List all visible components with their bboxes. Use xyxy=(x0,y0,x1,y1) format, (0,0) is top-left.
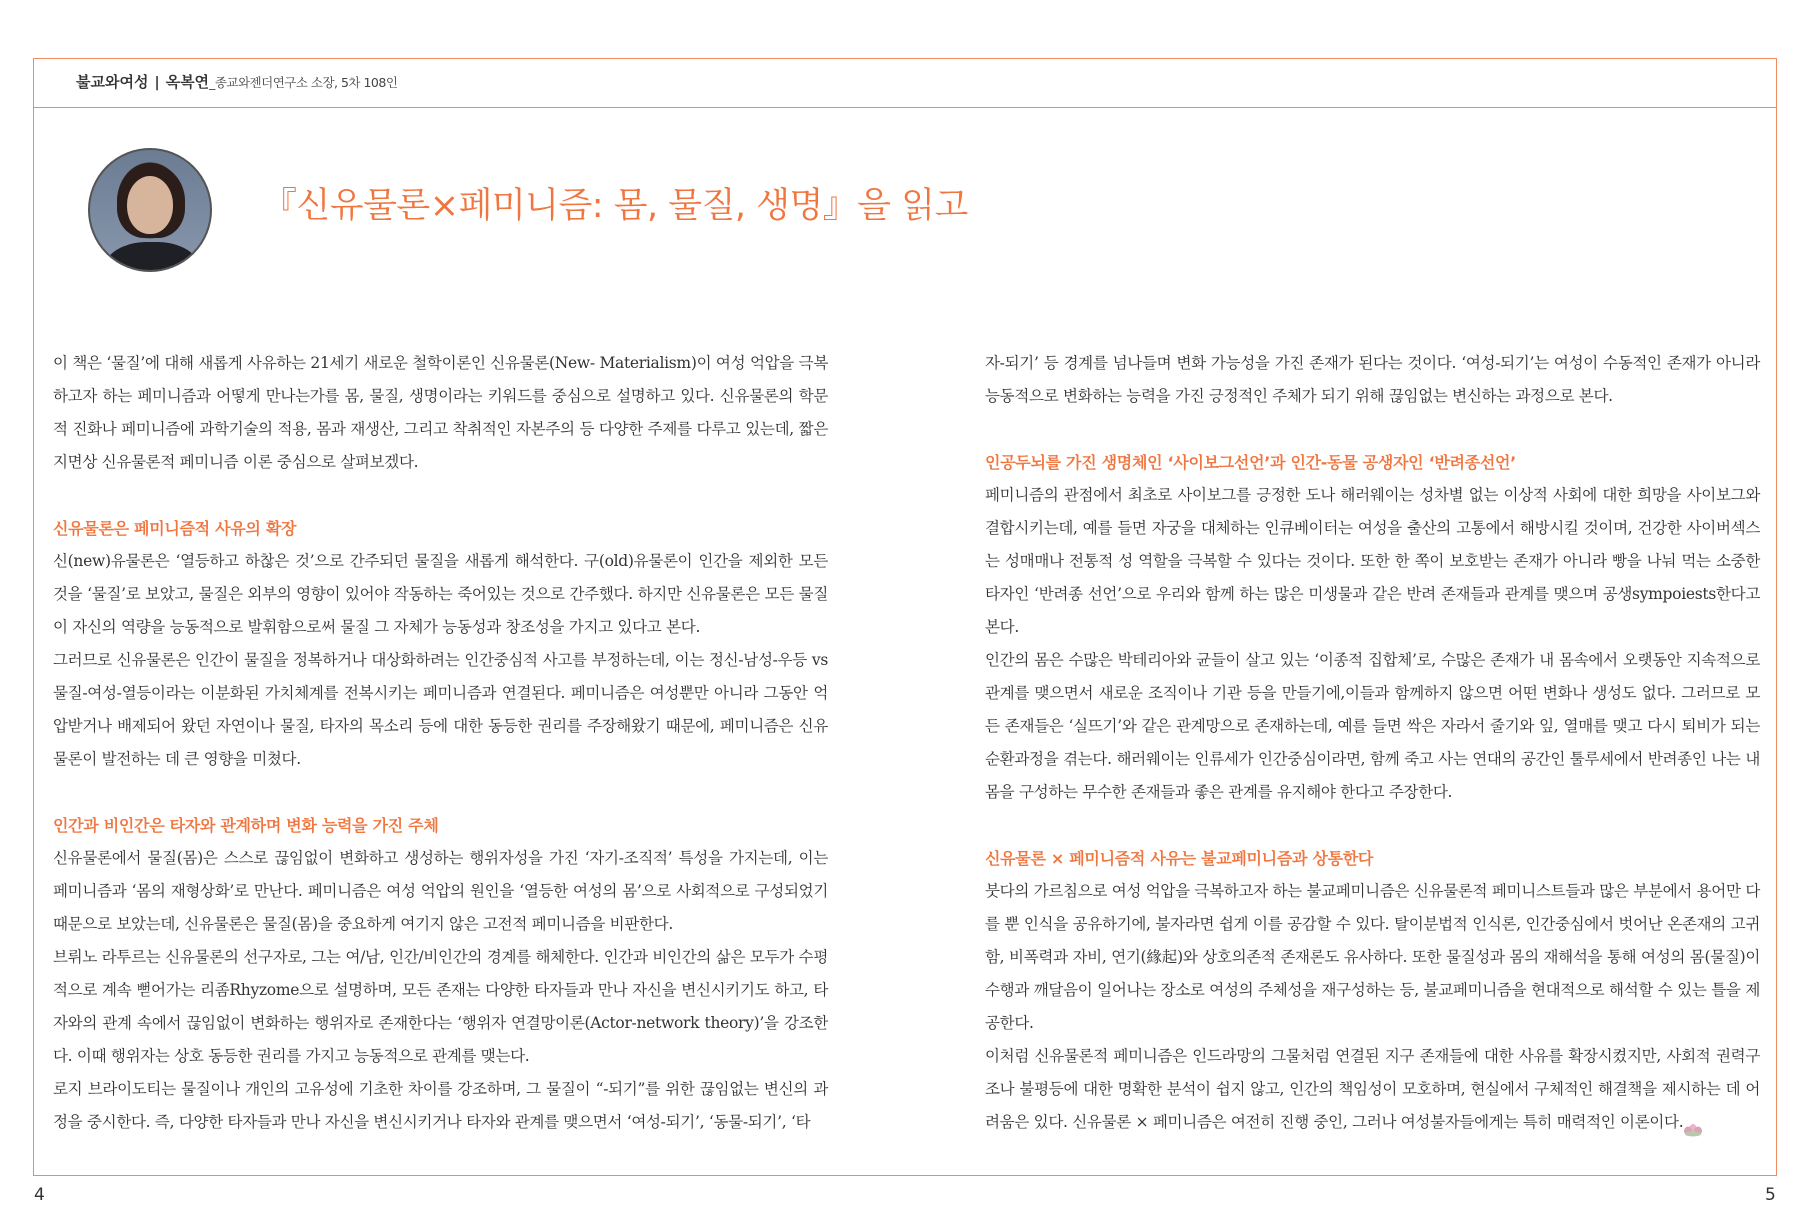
header-divider xyxy=(34,107,1776,108)
author-affiliation: _종교와젠더연구소 소장, 5차 108인 xyxy=(209,75,398,90)
body-paragraph: 그러므로 신유물론은 인간이 물질을 정복하거나 대상화하려는 인간중심적 사고를 부정하는데, 이는 정신-남성-우등 vs 물질-여성-열등이라는 이분화된 가치체계를 전복시키는 페미니즘과 연결된다. 페미니즘은 여성뿐만 아니라 그동안 억압받거나 배제되어 왔던 자연이나 물질, 타자의 목소리 등에 대한 동등한 권리를 주장해왔기 때문에, 페미니즘은 신유물론이 발전하는 데 큰 영향을 미쳤다. xyxy=(53,651,828,768)
left-column xyxy=(53,347,828,1139)
body-paragraph: 로지 브라이도티는 물질이나 개인의 고유성에 기초한 차이를 강조하며, 그 물질이 “-되기”를 위한 끊임없는 변신의 과정을 중시한다. 즉, 다양한 타자들과 만나 자신을 변신시키거나 타자와 관계를 맺으면서 ‘여성-되기’, ‘동물-되기’, ‘타 xyxy=(53,1080,828,1131)
lotus-icon xyxy=(1683,1116,1703,1130)
intro-paragraph: 이 책은 ‘물질’에 대해 새롭게 사유하는 21세기 새로운 철학이론인 신유물론(New- Materialism)이 여성 억압을 극복하고자 하는 페미니즘과 어떻게 만나는가를 몸, 물질, 생명이라는 키워드를 중심으로 설명하고 있다. 신유물론의 학문적 진화나 페미니즘에 과학기술의 적용, 몸과 재생산, 그리고 착취적인 자본주의 등 다양한 주제를 다루고 있는데, 짧은 지면상 신유물론적 페미니즘 이론 중심으로 살펴보겠다. xyxy=(53,354,828,471)
body-paragraph: 신유물론에서 물질(몸)은 스스로 끊임없이 변화하고 생성하는 행위자성을 가진 ‘자기-조직적’ 특성을 가지는데, 이는 페미니즘과 ‘몸의 재형상화’로 만난다. 페미니즘은 여성 억압의 원인을 ‘열등한 여성의 몸’으로 사회적으로 구성되었기 때문으로 보았는데, 신유물론은 물질(몸)을 중요하게 여기지 않은 고전적 페미니즘을 비판한다. xyxy=(53,849,828,933)
body-paragraph: 브뤼노 라투르는 신유물론의 선구자로, 그는 여/남, 인간/비인간의 경계를 해체한다. 인간과 비인간의 삶은 모두가 수평적으로 계속 뻗어가는 리좀Rhyzome으로 설명하며, 모든 존재는 다양한 타자들과 만나 자신을 변신시키기도 하고, 타자와의 관계 속에서 끊임없이 변화하는 행위자로 존재한다는 ‘행위자 연결망이론(Actor-network theory)’을 강조한다. 이때 행위자는 상호 동등한 권리를 가지고 능동적으로 관계를 맺는다. xyxy=(53,948,828,1065)
page-number-right: 5 xyxy=(1765,1185,1776,1205)
section-heading: 신유물론 × 페미니즘적 사유는 불교페미니즘과 상통한다 xyxy=(985,849,1374,868)
section-heading: 신유물론은 페미니즘적 사유의 확장 xyxy=(53,519,297,538)
page-number-left: 4 xyxy=(34,1185,45,1205)
section-name: 불교와여성 xyxy=(76,73,149,91)
body-paragraph: 자-되기’ 등 경계를 넘나들며 변화 가능성을 가진 존재가 된다는 것이다. ‘여성-되기’는 여성이 수동적인 존재가 아니라 능동적으로 변화하는 능력을 가진 긍정적인 주체가 되기 위해 끊임없는 변신하는 과정으로 본다. xyxy=(985,354,1760,405)
body-paragraph xyxy=(985,1040,1760,1139)
section-heading: 인간과 비인간은 타자와 관계하며 변화 능력을 가진 주체 xyxy=(53,816,439,835)
body-paragraph: 신(new)유물론은 ‘열등하고 하찮은 것’으로 간주되던 물질을 새롭게 해석한다. 구(old)유물론이 인간을 제외한 모든 것을 ‘물질’로 보았고, 물질은 외부의 영향이 있어야 작동하는 죽어있는 것으로 간주했다. 하지만 신유물론은 모든 물질이 자신의 역량을 능동적으로 발휘함으로써 물질 그 자체가 능동성과 창조성을 가지고 있다고 본다. xyxy=(53,552,828,636)
body-paragraph: 페미니즘의 관점에서 최초로 사이보그를 긍정한 도나 해러웨이는 성차별 없는 이상적 사회에 대한 희망을 사이보그와 결합시키는데, 예를 들면 자궁을 대체하는 인큐베이터는 여성을 출산의 고통에서 해방시킬 것이며, 건강한 사이버섹스는 성매매나 전통적 성 역할을 극복할 수 있다는 것이다. 또한 한 쪽이 보호받는 존재가 아니라 빵을 나눠 먹는 소중한 타자인 ‘반려종 선언’으로 우리와 함께 하는 많은 미생물과 같은 반려 존재들과 관계를 맺으며 공생sympoiests한다고 본다. xyxy=(985,486,1760,636)
author-portrait xyxy=(88,148,212,272)
header-separator: | xyxy=(154,75,160,91)
body-paragraph: 붓다의 가르침으로 여성 억압을 극복하고자 하는 불교페미니즘은 신유물론적 페미니스트들과 많은 부분에서 용어만 다를 뿐 인식을 공유하기에, 불자라면 쉽게 이를 공감할 수 있다. 탈이분법적 인식론, 인간중심에서 벗어난 온존재의 고귀함, 비폭력과 자비, 연기(緣起)와 상호의존적 존재론도 유사하다. 또한 물질성과 몸의 재해석을 통해 여성의 몸(물질)이 수행과 깨달음이 일어나는 장소로 여성의 주체성을 재구성하는 등, 불교페미니즘을 현대적으로 해석할 수 있는 틀을 제공한다. xyxy=(985,882,1760,1032)
section-heading: 인공두뇌를 가진 생명체인 ‘사이보그선언’과 인간-동물 공생자인 ‘반려종선언’ xyxy=(985,453,1516,472)
author-name: 옥복연 xyxy=(165,73,210,91)
body-paragraph: 인간의 몸은 수많은 박테리아와 균들이 살고 있는 ‘이종적 집합체’로, 수많은 존재가 내 몸속에서 오랫동안 지속적으로 관계를 맺으면서 새로운 조직이나 기관 등을 만들기에,이들과 함께하지 않으면 어떤 변화나 생성도 없다. 그러므로 모든 존재들은 ‘실뜨기’와 같은 관계망으로 존재하는데, 예를 들면 싹은 자라서 줄기와 잎, 열매를 맺고 다시 퇴비가 되는 순환과정을 겪는다. 해러웨이는 인류세가 인간중심이라면, 함께 죽고 사는 연대의 공간인 툴루세에서 반려종인 나는 내 몸을 구성하는 무수한 존재들과 좋은 관계를 유지해야 한다고 주장한다. xyxy=(985,651,1760,801)
closing-text: 이처럼 신유물론적 페미니즘은 인드라망의 그물처럼 연결된 지구 존재들에 대한 사유를 확장시켰지만, 사회적 권력구조나 불평등에 대한 명확한 분석이 쉽지 않고, 인간의 책임성이 모호하며, 현실에서 구체적인 해결책을 제시하는 데 어려움은 있다. 신유물론 × 페미니즘은 여전히 진행 중인, 그러나 여성불자들에게는 특히 매력적인 이론이다. xyxy=(985,1047,1760,1131)
running-header xyxy=(76,71,397,92)
article-title: 『신유물론×페미니즘: 몸, 물질, 생명』을 읽고 xyxy=(262,186,968,226)
right-column xyxy=(985,347,1760,1139)
